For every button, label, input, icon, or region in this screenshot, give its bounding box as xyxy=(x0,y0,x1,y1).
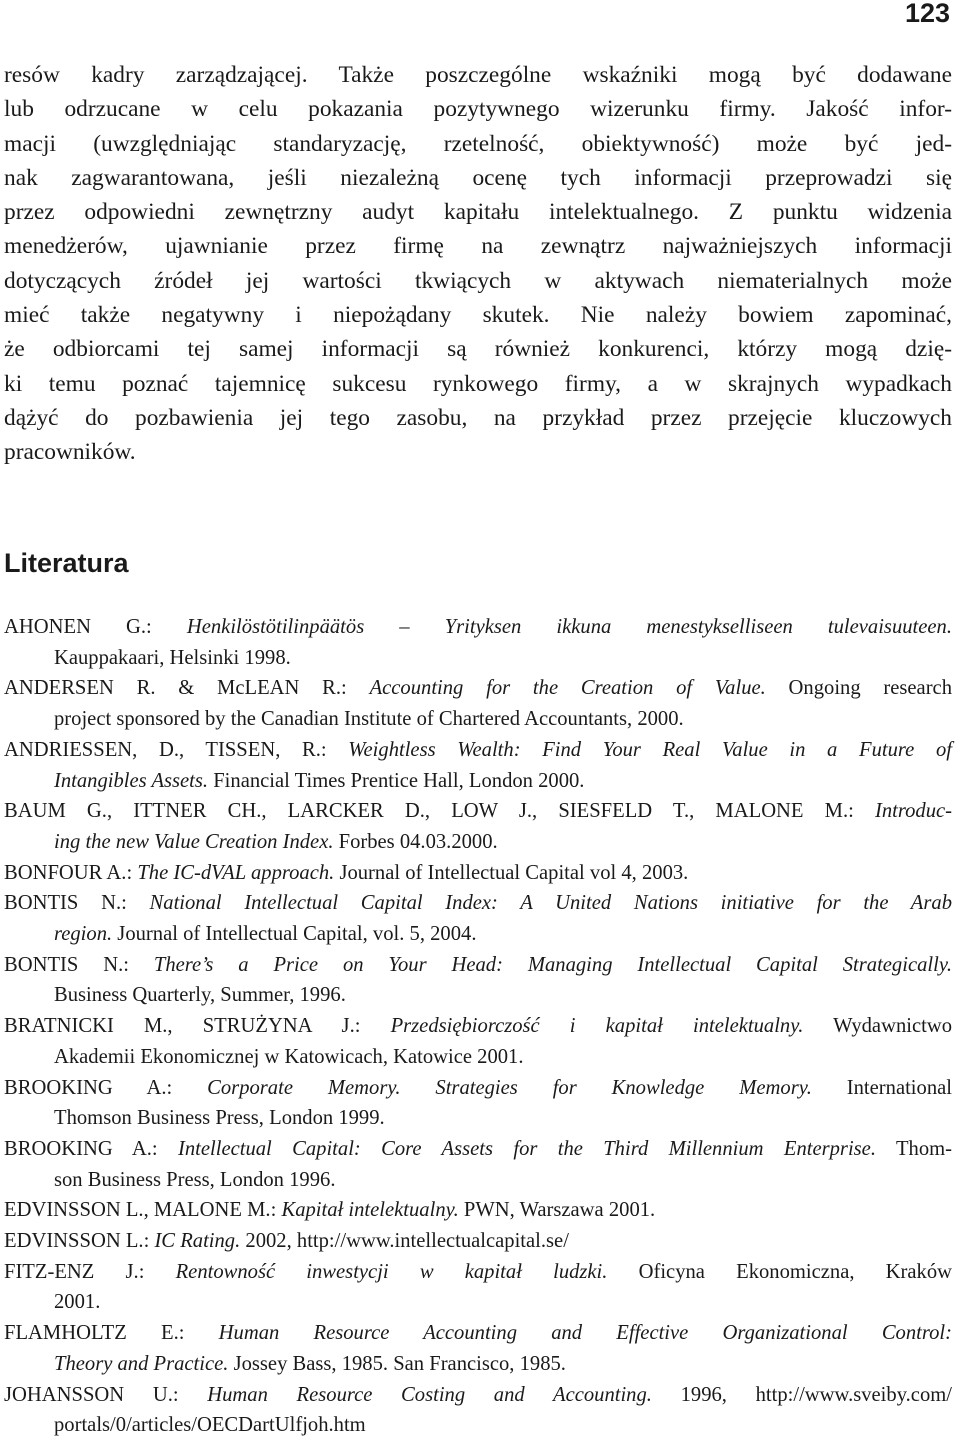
reference-entry xyxy=(4,1226,952,1257)
reference-line-first xyxy=(4,673,952,704)
reference-line-first xyxy=(4,735,952,766)
reference-entry xyxy=(4,1318,952,1379)
reference-line-first xyxy=(4,1380,952,1411)
reference-title-segment: Intangibles Assets. xyxy=(54,769,209,792)
paragraph-line: resów kadry zarządzającej. Także poszczególne wskaźniki mogą być dodawane xyxy=(4,62,952,88)
reference-title-segment: Accounting for the Creation of Value. xyxy=(369,677,766,700)
paragraph-line: nak zagwarantowana, jeśli niezależną ocenę tych informacji przeprowadzi się xyxy=(4,164,952,191)
reference-title-segment: There’s a Price on Your Head: Managing Intellectual Capital Strategically. xyxy=(153,953,952,976)
reference-title-segment: Corporate Memory. Strategies for Knowledge Memory. xyxy=(207,1076,812,1099)
reference-entry xyxy=(4,1134,952,1195)
paragraph-line: mieć także negatywny i niepożądany skutek. Nie należy bowiem zapominać, xyxy=(4,302,952,329)
reference-title-segment: Przedsiębiorczość i kapitał intelektualny. xyxy=(390,1015,804,1038)
reference-line-continuation xyxy=(4,1349,952,1380)
reference-entry xyxy=(4,1195,952,1226)
reference-title-segment: ing the new Value Creation Index. xyxy=(54,830,334,853)
reference-text-segment: FITZ-ENZ J.: xyxy=(4,1260,176,1283)
reference-title-segment: Rentowność inwestycji w kapitał ludzki. xyxy=(175,1260,608,1283)
reference-line-first xyxy=(4,612,952,643)
reference-text-segment: Financial Times Prentice Hall, London 2000. xyxy=(208,769,585,792)
reference-line-first xyxy=(4,1011,952,1042)
reference-title-segment: Kapitał intelektualny. xyxy=(281,1199,459,1222)
reference-title-segment: Henkilöstötilinpäätös – Yrityksen ikkuna menestykselliseen tulevaisuuteen. xyxy=(186,616,952,638)
reference-line-first xyxy=(4,1226,952,1257)
reference-line-continuation xyxy=(4,704,952,735)
reference-title-segment: Human Resource Costing and Accounting. xyxy=(207,1383,652,1406)
reference-text-segment: ANDERSEN R. & McLEAN R.: xyxy=(4,677,370,700)
reference-text-segment: AHONEN G.: xyxy=(4,616,187,638)
reference-text-segment: Jossey Bass, 1985. San Francisco, 1985. xyxy=(228,1352,566,1375)
reference-line-continuation xyxy=(4,1042,952,1073)
reference-line-first xyxy=(4,1073,952,1104)
reference-title-segment: Human Resource Accounting and Effective Organizational Control: xyxy=(218,1322,952,1345)
reference-text-segment: BROOKING A.: xyxy=(4,1137,178,1160)
reference-text-segment: Akademii Ekonomicznej w Katowicach, Katowice 2001. xyxy=(54,1045,524,1068)
reference-text-segment: Ongoing research xyxy=(765,677,952,700)
reference-line-first xyxy=(4,1257,952,1288)
reference-text-segment: Oficyna Ekonomiczna, Kraków xyxy=(607,1260,952,1283)
reference-text-segment: Business Quarterly, Summer, 1996. xyxy=(54,984,346,1007)
reference-text-segment: Journal of Intellectual Capital vol 4, 2003. xyxy=(334,861,689,884)
reference-text-segment: BONTIS N.: xyxy=(4,892,150,915)
reference-title-segment: IC Rating. xyxy=(154,1230,241,1253)
reference-line-continuation xyxy=(4,1103,952,1134)
reference-line-first xyxy=(4,1134,952,1165)
reference-entry xyxy=(4,1380,952,1441)
reference-text-segment: 2002, http://www.intellectualcapital.se/ xyxy=(240,1230,569,1253)
reference-line-first xyxy=(4,950,952,981)
reference-line-continuation xyxy=(4,827,952,858)
reference-title-segment: Introduc- xyxy=(874,800,952,823)
reference-text-segment: BONFOUR A.: xyxy=(4,861,138,884)
reference-title-segment: Intellectual Capital: Core Assets for the Third Millennium Enterprise. xyxy=(178,1137,876,1160)
reference-text-segment: Forbes 04.03.2000. xyxy=(333,830,498,853)
reference-line-continuation xyxy=(4,980,952,1011)
paragraph-line: dotyczących źródeł jej wartości tkwiących w aktywach niematerialnych może xyxy=(4,267,952,294)
reference-entry xyxy=(4,612,952,673)
reference-title-segment: The IC-dVAL approach. xyxy=(137,861,335,884)
reference-title-segment: Theory and Practice. xyxy=(54,1352,229,1375)
reference-text-segment: JOHANSSON U.: xyxy=(4,1383,208,1406)
reference-entry xyxy=(4,888,952,949)
paragraph-line: macji (uwzględniając standaryzację, rzetelność, obiektywność) może być jed- xyxy=(4,130,952,157)
reference-entry xyxy=(4,858,952,889)
reference-text-segment: BROOKING A.: xyxy=(4,1076,208,1099)
reference-entry xyxy=(4,735,952,796)
reference-text-segment: Kauppakaari, Helsinki 1998. xyxy=(54,646,291,669)
page-number: 123 xyxy=(904,0,950,28)
paragraph-line: przez odpowiedni zewnętrzny audyt kapitału intelektualnego. Z punktu widzenia xyxy=(4,199,952,226)
reference-text-segment: EDVINSSON L., MALONE M.: xyxy=(4,1199,282,1222)
reference-text-segment: Thomson Business Press, London 1999. xyxy=(54,1107,385,1130)
reference-text-segment: son Business Press, London 1996. xyxy=(54,1168,336,1191)
reference-line-first xyxy=(4,1195,952,1226)
paragraph-line: ki temu poznać tajemnicę sukcesu rynkowego firmy, a w skrajnych wypadkach xyxy=(4,370,952,397)
reference-line-continuation xyxy=(4,1410,952,1441)
reference-title-segment: region. xyxy=(54,923,113,946)
paragraph-line: lub odrzucane w celu pokazania pozytywnego wizerunku firmy. Jakość infor- xyxy=(4,96,952,123)
reference-line-first xyxy=(4,888,952,919)
reference-line-continuation xyxy=(4,919,952,950)
reference-entry xyxy=(4,796,952,857)
reference-line-first xyxy=(4,796,952,827)
reference-text-segment: Wydawnictwo xyxy=(803,1015,952,1038)
reference-text-segment: 1996, http://www.sveiby.com/ xyxy=(651,1383,952,1406)
reference-text-segment: 2001. xyxy=(54,1291,101,1314)
reference-entry xyxy=(4,1011,952,1072)
reference-title-segment: National Intellectual Capital Index: A United Nations initiative for the Arab xyxy=(149,892,952,915)
reference-text-segment: EDVINSSON L.: xyxy=(4,1230,155,1253)
reference-text-segment: Thom- xyxy=(875,1137,953,1160)
reference-list xyxy=(4,612,952,1441)
reference-line-continuation xyxy=(4,643,952,674)
paragraph-line: że odbiorcami tej samej informacji są również konkurenci, którzy mogą dzię- xyxy=(4,336,952,363)
reference-text-segment: BRATNICKI M., STRUŻYNA J.: xyxy=(4,1015,391,1038)
reference-text-segment: PWN, Warszawa 2001. xyxy=(458,1199,656,1222)
reference-line-continuation xyxy=(4,1165,952,1196)
reference-entry xyxy=(4,1257,952,1318)
reference-text-segment: BAUM G., ITTNER CH., LARCKER D., LOW J., SIESFELD T., MALONE M.: xyxy=(4,800,875,823)
reference-text-segment: project sponsored by the Canadian Institute of Chartered Accountants, 2000. xyxy=(54,708,684,731)
reference-line-first xyxy=(4,1318,952,1349)
reference-text-segment: ANDRIESSEN, D., TISSEN, R.: xyxy=(4,738,349,761)
reference-line-first xyxy=(4,858,952,889)
paragraph-line: menedżerów, ujawnianie przez firmę na zewnątrz najważniejszych informacji xyxy=(4,233,952,260)
reference-text-segment: International xyxy=(811,1076,952,1099)
paragraph-line: dążyć do pozbawienia jej tego zasobu, na przykład przez przejęcie kluczowych xyxy=(4,404,952,431)
reference-entry xyxy=(4,673,952,734)
reference-line-continuation xyxy=(4,766,952,797)
reference-entry xyxy=(4,950,952,1011)
reference-entry xyxy=(4,1073,952,1134)
section-heading: Literatura xyxy=(4,548,129,578)
reference-text-segment: BONTIS N.: xyxy=(4,953,154,976)
paragraph-line: pracowników. xyxy=(4,439,136,466)
body-paragraph xyxy=(4,58,952,470)
reference-text-segment: FLAMHOLTZ E.: xyxy=(4,1322,219,1345)
reference-text-segment: portals/0/articles/OECDartUlfjoh.htm xyxy=(54,1414,366,1437)
reference-title-segment: Weightless Wealth: Find Your Real Value in a Future of xyxy=(348,738,952,761)
reference-text-segment: Journal of Intellectual Capital, vol. 5, 2004. xyxy=(112,923,477,946)
reference-line-continuation xyxy=(4,1287,952,1318)
